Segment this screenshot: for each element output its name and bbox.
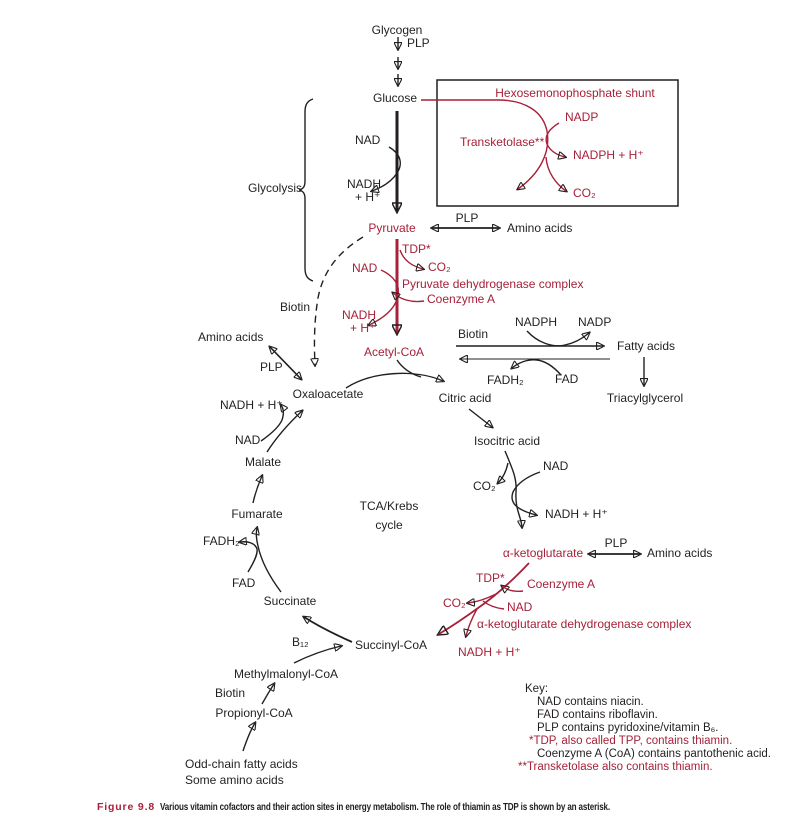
arrow-oxaloacetate-to-citric bbox=[346, 373, 443, 388]
label-b12: B₁₂ bbox=[292, 635, 309, 649]
label-akgdh-tdp: TDP* bbox=[476, 571, 505, 585]
label-biotin-propionyl: Biotin bbox=[215, 686, 246, 700]
label-pdh-co2: CO₂ bbox=[428, 260, 451, 274]
arrow-isocitric-to-akg bbox=[505, 451, 522, 527]
key-item-nad: NAD contains niacin. bbox=[537, 696, 644, 708]
label-hmp-co2: CO₂ bbox=[573, 186, 596, 200]
label-tca-title2: cycle bbox=[375, 518, 403, 532]
swoosh-succinate-fad-fadh2 bbox=[240, 542, 257, 572]
label-someaminoacids: Some amino acids bbox=[185, 773, 284, 787]
label-acetyl-coa: Acetyl-CoA bbox=[363, 345, 425, 359]
label-akgdh-complex: α-ketoglutarate dehydrogenase complex bbox=[477, 617, 692, 631]
arrow-propionyl-to-methylmalonyl bbox=[262, 684, 274, 704]
label-aminoacids-akg: Amino acids bbox=[647, 546, 713, 560]
label-hmp-nadp: NADP bbox=[565, 110, 599, 124]
label-akgdh-co2: CO₂ bbox=[443, 596, 466, 610]
label-fatty-fadh2: FADH₂ bbox=[487, 373, 524, 387]
label-fatty-fad: FAD bbox=[555, 372, 579, 386]
key-item-fad: FAD contains riboflavin. bbox=[537, 709, 658, 721]
label-glycolysis-h: + H⁺ bbox=[355, 190, 381, 204]
label-pdh-nadh: NADH bbox=[342, 308, 377, 322]
label-hmp-nadph: NADPH + H⁺ bbox=[573, 148, 644, 162]
label-biotin-fatty: Biotin bbox=[458, 327, 489, 341]
arrow-succinate-to-fumarate bbox=[256, 528, 281, 592]
label-methylmalonyl: Methylmalonyl-CoA bbox=[233, 667, 339, 681]
label-pdh-nad: NAD bbox=[352, 261, 378, 275]
label-oddchain: Odd-chain fatty acids bbox=[185, 757, 298, 771]
label-isocitric-co2: CO₂ bbox=[473, 479, 496, 493]
label-fumarate: Fumarate bbox=[231, 507, 283, 521]
label-succinate: Succinate bbox=[263, 594, 317, 608]
label-akg: α-ketoglutarate bbox=[502, 546, 584, 560]
label-aminoacids-pyruvate: Amino acids bbox=[507, 221, 573, 235]
label-malate: Malate bbox=[244, 455, 282, 469]
label-akgdh-nad: NAD bbox=[507, 600, 533, 614]
caption-figure-label: Figure 9.8 bbox=[97, 801, 154, 813]
key-item-transketolase: **Transketolase also contains thiamin. bbox=[518, 761, 713, 773]
label-pdh-complex: Pyruvate dehydrogenase complex bbox=[402, 277, 584, 291]
label-akgdh-nadh: NADH + H⁺ bbox=[458, 645, 521, 659]
label-plp-glycogen: PLP bbox=[407, 36, 430, 50]
arrow-pyruvate-to-oxaloacetate-biotin bbox=[314, 237, 363, 365]
label-isocitric-nadh: NADH + H⁺ bbox=[545, 507, 608, 521]
label-aminoacids-oaa: Amino acids bbox=[198, 330, 264, 344]
label-tca-title1: TCA/Krebs bbox=[359, 499, 419, 513]
label-pdh-coenzyme-a: Coenzyme A bbox=[427, 292, 496, 306]
label-fatty-nadp: NADP bbox=[578, 315, 612, 329]
label-glycolysis: Glycolysis bbox=[248, 181, 303, 195]
arrow-succinylcoa-to-succinate bbox=[304, 617, 352, 642]
arrow-citric-to-isocitric bbox=[469, 409, 492, 427]
label-hmp-title: Hexosemonophosphate shunt bbox=[495, 86, 655, 100]
label-oxaloacetate: Oxaloacetate bbox=[292, 387, 364, 401]
label-plp-akg: PLP bbox=[604, 536, 628, 550]
label-pyruvate: Pyruvate bbox=[368, 221, 416, 235]
label-glycolysis-nad: NAD bbox=[355, 133, 381, 147]
key-item-tdp: *TDP, also called TPP, contains thiamin. bbox=[529, 735, 733, 747]
arrow-hmp-co2 bbox=[546, 157, 566, 191]
swoosh-fatty-nadph-nadp bbox=[527, 331, 589, 346]
label-glycogen: Glycogen bbox=[371, 23, 423, 37]
label-succinate-fad: FAD bbox=[232, 576, 256, 590]
label-isocitric-nad: NAD bbox=[543, 459, 569, 473]
label-fatty-nadph: NADPH bbox=[515, 315, 558, 329]
label-malate-nadh: NADH + H⁺ bbox=[220, 398, 283, 412]
label-propionyl: Propionyl-CoA bbox=[215, 706, 293, 720]
label-biotin-anaplerosis: Biotin bbox=[280, 300, 311, 314]
label-transketolase: Transketolase** bbox=[460, 135, 545, 149]
label-succinate-fadh2: FADH₂ bbox=[203, 534, 240, 548]
label-glucose: Glucose bbox=[372, 91, 418, 105]
label-plp-oaa: PLP bbox=[260, 360, 283, 374]
arrow-oddchain-to-propionyl bbox=[243, 723, 255, 751]
key-item-coa: Coenzyme A (CoA) contains pantothenic acid. bbox=[537, 748, 771, 760]
label-succinyl-coa: Succinyl-CoA bbox=[354, 638, 428, 652]
label-fatty-acids: Fatty acids bbox=[617, 339, 676, 353]
key-item-plp: PLP contains pyridoxine/vitamin B₆. bbox=[537, 722, 719, 734]
arrow-isocitric-co2 bbox=[498, 463, 508, 483]
swoosh-hmp-nadp-nadph bbox=[546, 123, 565, 157]
label-isocitric: Isocitric acid bbox=[473, 434, 541, 448]
label-glycolysis-nadh: NADH bbox=[347, 177, 382, 191]
label-pdh-h: + H⁺ bbox=[350, 321, 376, 335]
arrow-fumarate-to-malate bbox=[253, 476, 262, 503]
label-akgdh-coenzyme-a: Coenzyme A bbox=[527, 577, 596, 591]
label-triacylglycerol: Triacylglycerol bbox=[606, 391, 684, 405]
caption-text: Various vitamin cofactors and their action sites in energy metabolism. The role of thiamin as TDP is shown by an asterisk. bbox=[160, 801, 611, 813]
label-pdh-tdp: TDP* bbox=[402, 242, 431, 256]
label-malate-nad: NAD bbox=[235, 433, 261, 447]
label-plp-pyruvate: PLP bbox=[455, 211, 479, 225]
label-citric-acid: Citric acid bbox=[438, 391, 492, 405]
key-title: Key: bbox=[525, 683, 549, 695]
